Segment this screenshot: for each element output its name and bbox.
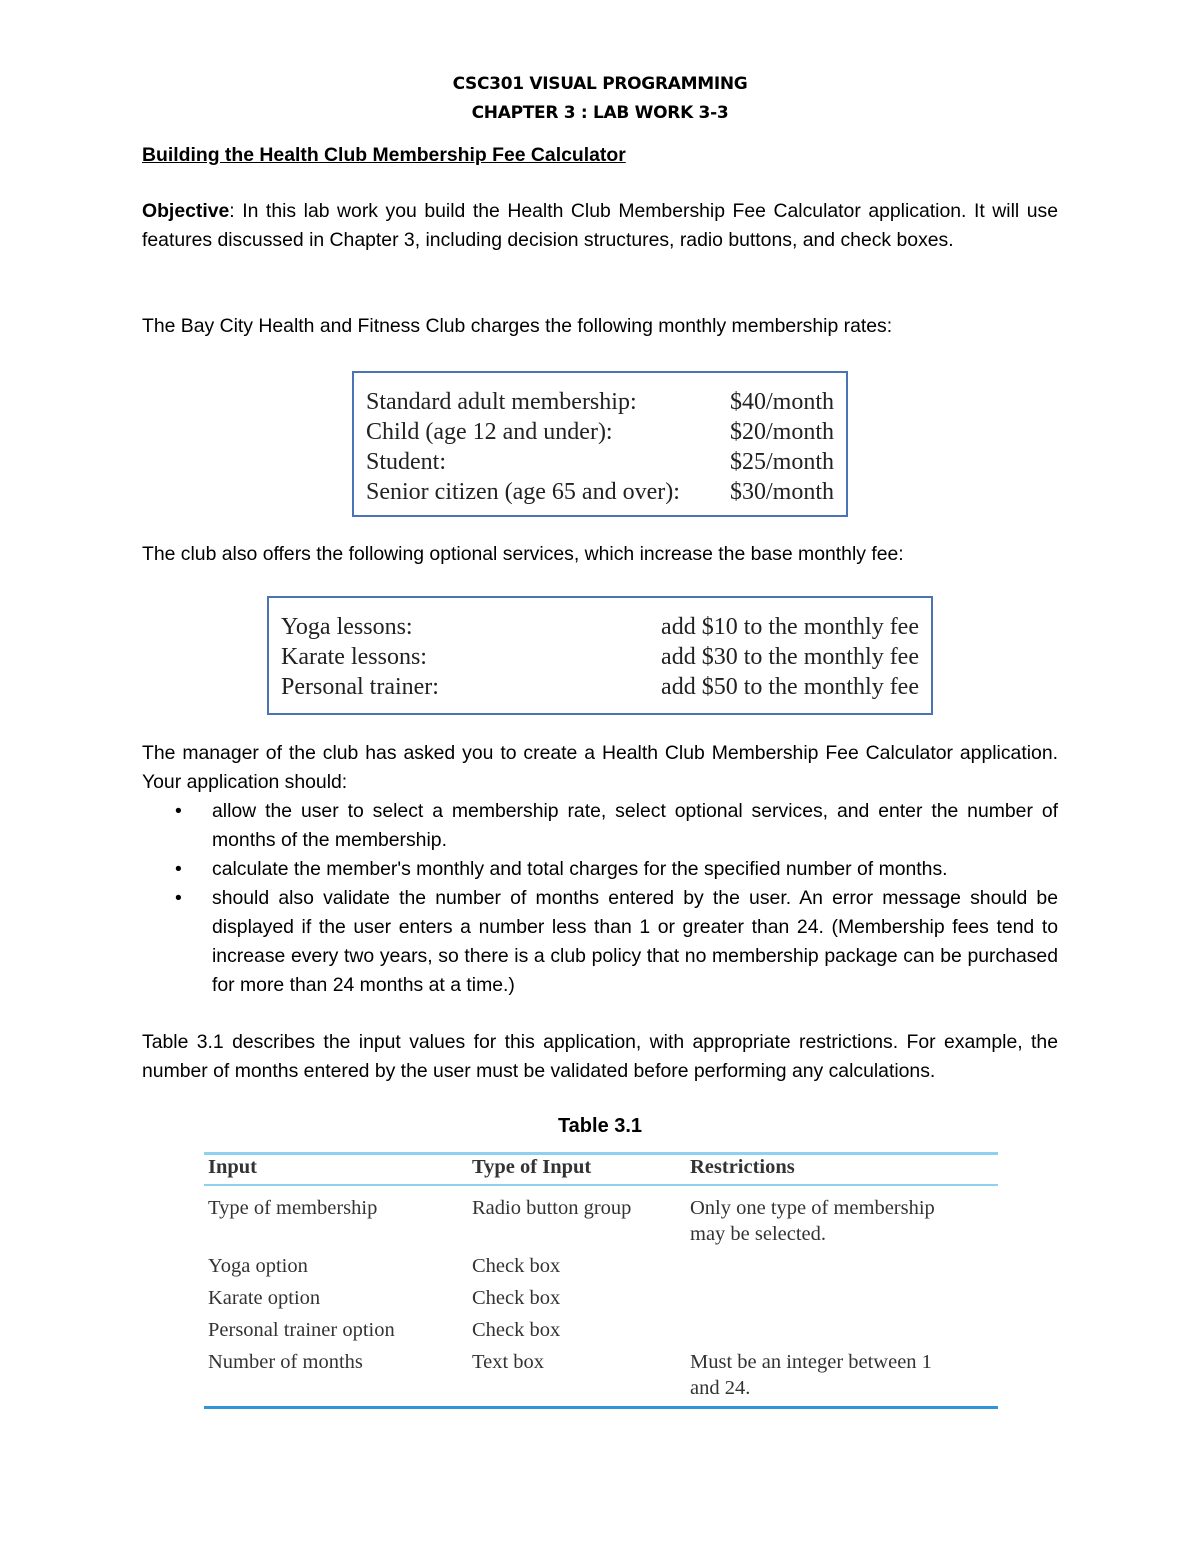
table-cell: Yoga option	[208, 1255, 308, 1277]
table-cell: Radio button group	[472, 1197, 632, 1219]
rate-value: $25/month	[729, 449, 834, 475]
table-cell: Personal trainer option	[208, 1319, 395, 1341]
table-rule-bottom	[204, 1406, 998, 1409]
rate-label: Child (age 12 and under):	[366, 419, 613, 445]
rates-intro: The Bay City Health and Fitness Club charges the following monthly membership rates:	[142, 315, 893, 337]
table-header-restrictions: Restrictions	[690, 1156, 795, 1178]
bullet-icon: •	[175, 858, 182, 880]
service-label: Personal trainer:	[281, 674, 439, 700]
service-value: add $10 to the monthly fee	[661, 614, 919, 640]
table-header-input: Input	[208, 1156, 258, 1178]
services-intro: The club also offers the following optional services, which increase the base monthly fee:	[142, 543, 904, 565]
list-item-text: calculate the member's monthly and total charges for the specified number of months.	[212, 858, 948, 880]
table-cell: Check box	[472, 1255, 561, 1277]
table-rule-header	[204, 1184, 998, 1186]
requirements-list	[142, 797, 1058, 1000]
rate-label: Standard adult membership:	[366, 389, 637, 415]
table-cell: Number of months	[208, 1351, 363, 1373]
table-rule-top	[204, 1152, 998, 1155]
optional-services-box	[267, 596, 933, 715]
bullet-icon: •	[175, 887, 182, 909]
list-item	[142, 797, 1058, 855]
table-cell: Karate option	[208, 1287, 321, 1309]
service-value: add $50 to the monthly fee	[661, 674, 919, 700]
manager-paragraph: The manager of the club has asked you to create a Health Club Membership Fee Calculator application. Your application should:	[142, 742, 1058, 793]
table-header-type: Type of Input	[472, 1156, 592, 1178]
service-value: add $30 to the monthly fee	[661, 644, 919, 670]
bullet-icon: •	[175, 800, 182, 822]
list-item-text: should also validate the number of months entered by the user. An error message should be displayed if the user enters a number less than 1 or greater than 24. (Membership fees tend to increase every two years, so there is a club policy that no membership package can be purchased for more than 24 months at a time.)	[212, 887, 1058, 996]
rate-label: Senior citizen (age 65 and over):	[366, 479, 680, 505]
objective-label: Objective	[142, 200, 230, 222]
table-cell: Must be an integer between 1 and 24.	[690, 1351, 932, 1399]
list-item-text: allow the user to select a membership rate, select optional services, and enter the number of months of the membership.	[212, 800, 1058, 851]
list-item	[142, 884, 1058, 1000]
membership-rates-box	[352, 371, 848, 517]
objective-text: : In this lab work you build the Health Club Membership Fee Calculator application. It will use features discussed in Chapter 3, including decision structures, radio buttons, and check boxes.	[142, 200, 1058, 251]
service-label: Karate lessons:	[281, 644, 427, 670]
rate-value: $20/month	[729, 419, 834, 445]
service-label: Yoga lessons:	[281, 614, 413, 640]
rate-value: $30/month	[729, 479, 834, 505]
course-title: CSC301 VISUAL PROGRAMMING	[452, 74, 748, 94]
table-cell: Only one type of membership may be selected.	[690, 1197, 935, 1245]
table-intro-paragraph: Table 3.1 describes the input values for this application, with appropriate restrictions. For example, the number of months entered by the user must be validated before performing any calculations.	[142, 1031, 1058, 1082]
chapter-title: CHAPTER 3 : LAB WORK 3-3	[471, 103, 729, 123]
table-cell: Text box	[472, 1351, 545, 1373]
table-cell: Check box	[472, 1319, 561, 1341]
table-cell: Type of membership	[208, 1197, 378, 1219]
table-caption: Table 3.1	[557, 1115, 643, 1137]
lab-title: Building the Health Club Membership Fee Calculator	[142, 144, 626, 166]
objective-paragraph	[142, 197, 1058, 255]
rate-value: $40/month	[729, 389, 834, 415]
input-table	[204, 1152, 998, 1410]
rate-label: Student:	[366, 449, 447, 475]
list-item	[142, 855, 1058, 884]
table-cell: Check box	[472, 1287, 561, 1309]
